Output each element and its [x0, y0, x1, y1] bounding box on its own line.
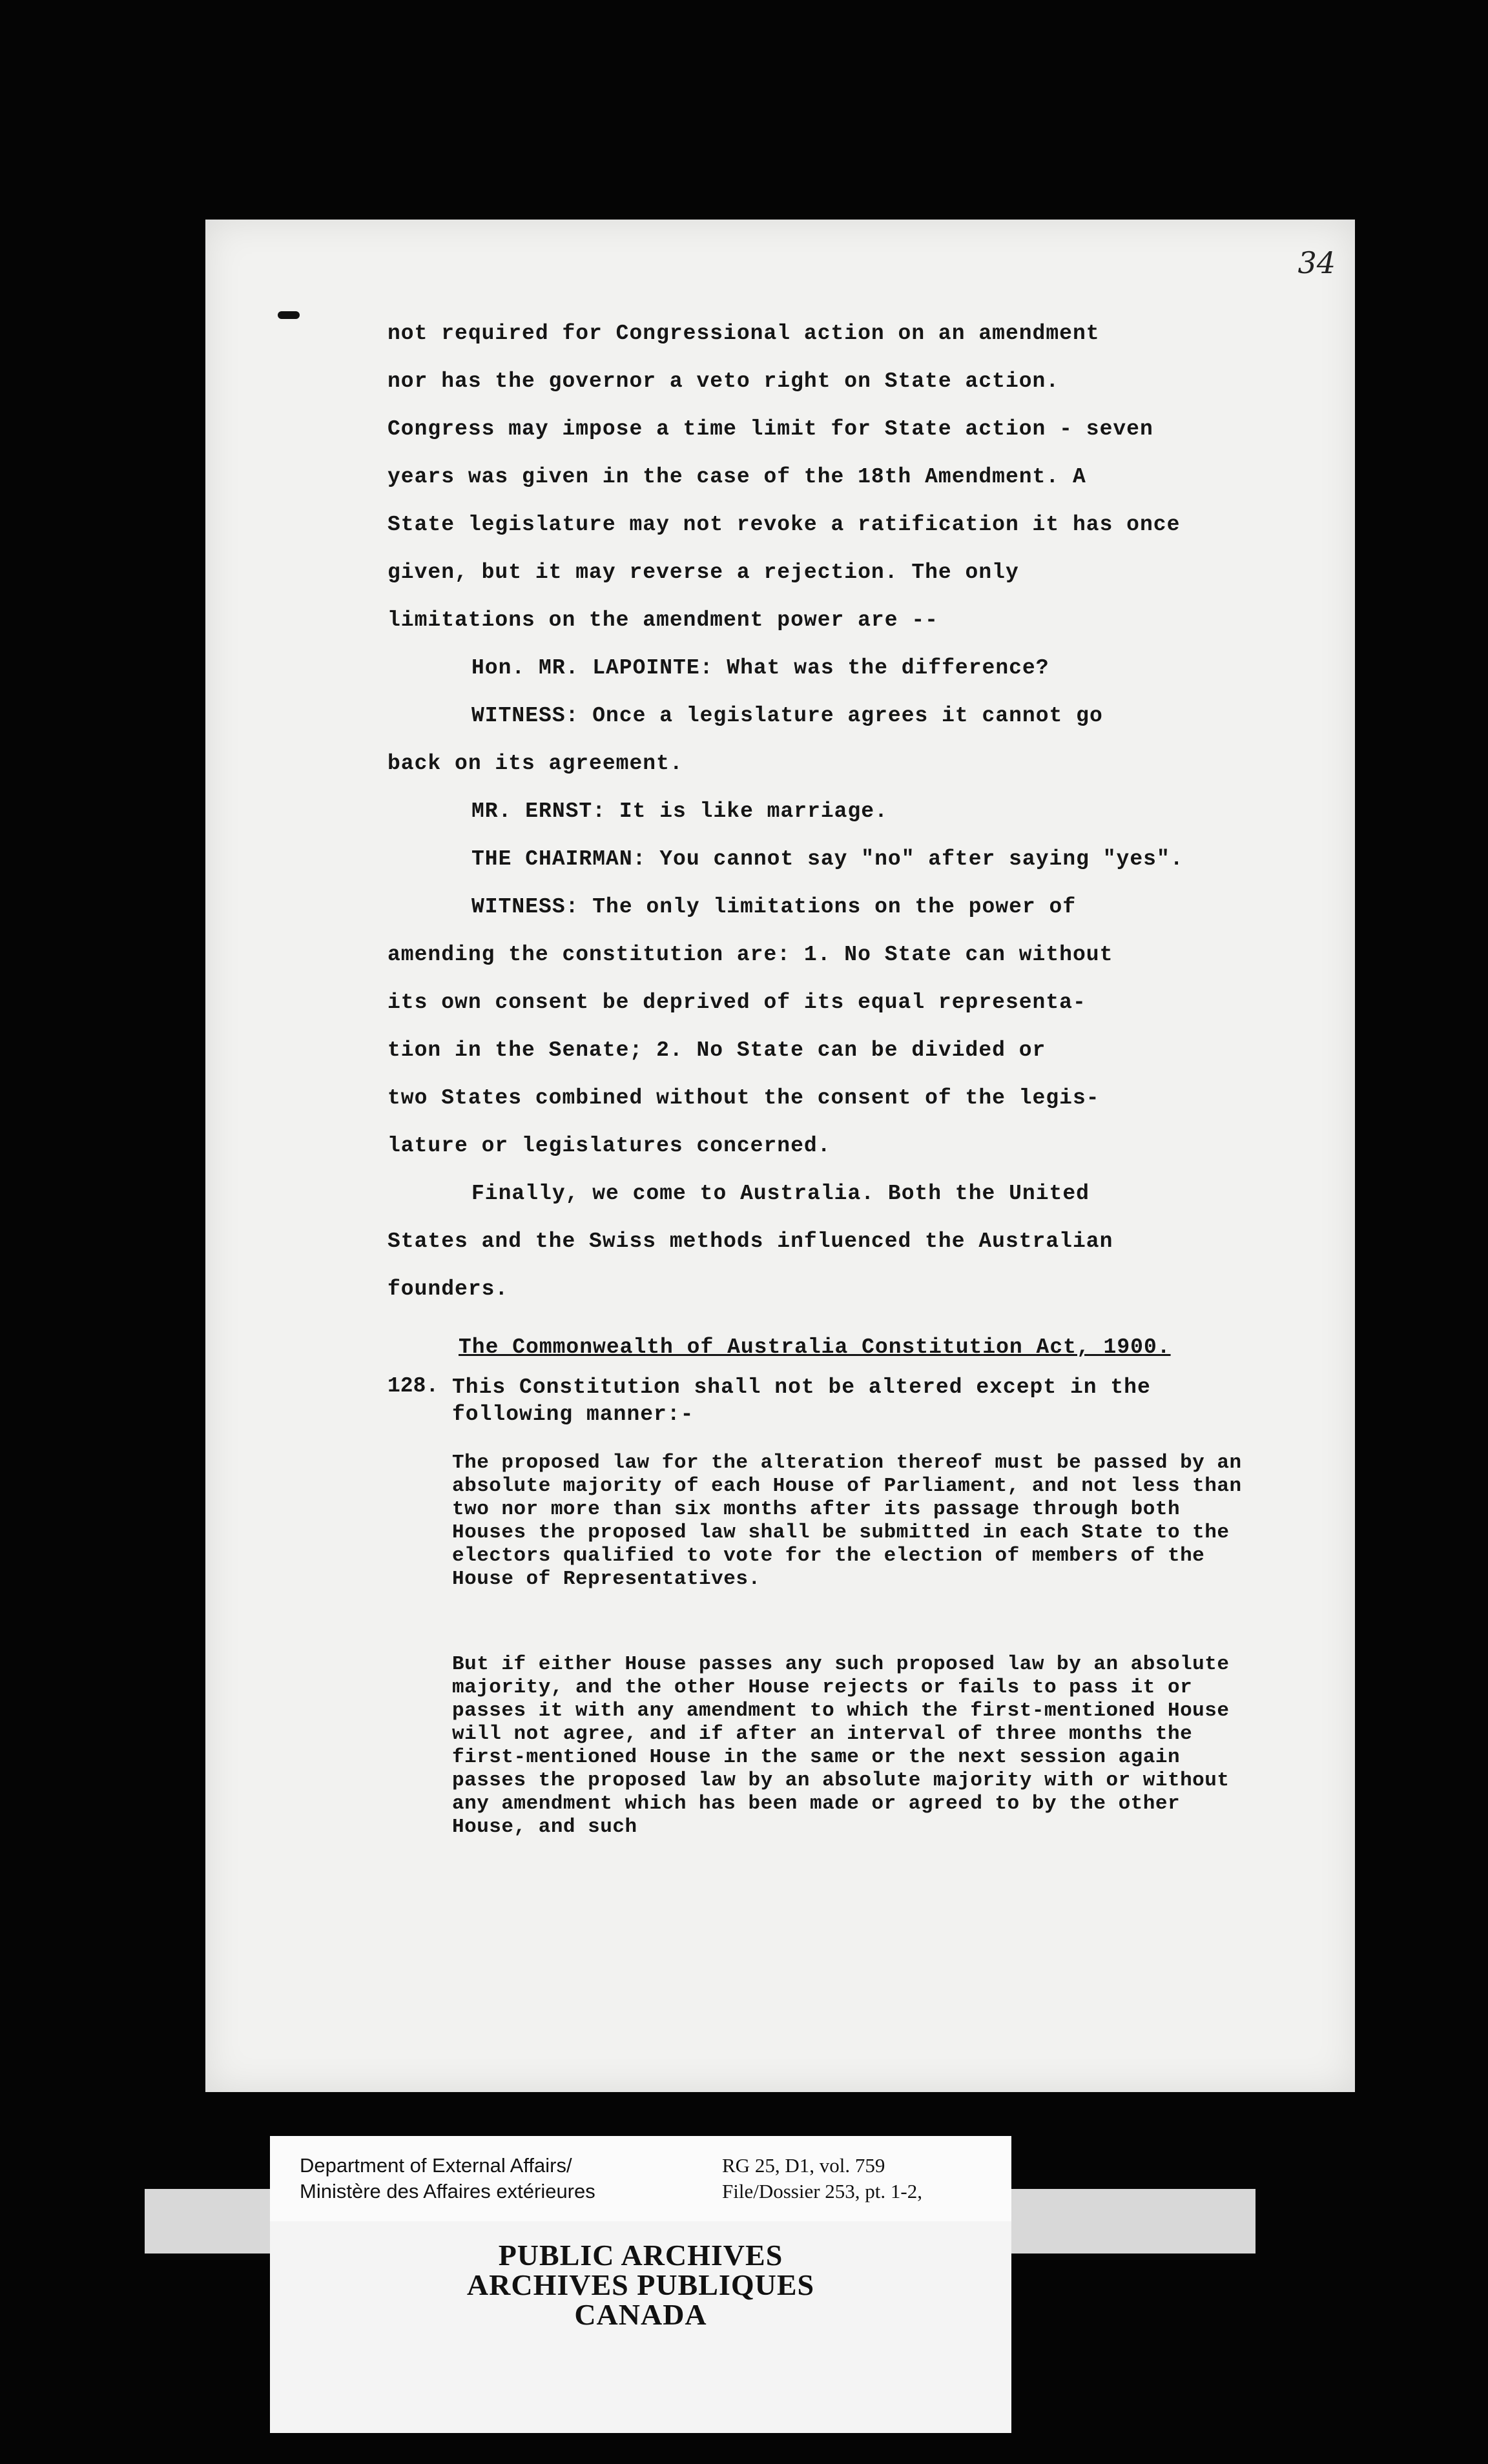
quoted-clause-2: But if either House passes any such proposed law by an absolute majority, and the other House rejects or fails to pass it or passes it with any amendment to which the first-mentioned House will not agree, and if after an interval of three months the first-mentioned House in the same or the next session again passes the proposed law by an absolute majority with or without any amendment which has been made or agreed to by the other House, and such	[452, 1653, 1230, 1838]
department-label	[300, 2153, 595, 2204]
act-heading: The Commonwealth of Australia Constitution Act, 1900.	[459, 1335, 1171, 1359]
paragraph-line: given, but it may reverse a rejection. The only	[388, 560, 1019, 584]
section-intro: This Constitution shall not be altered except in the following manner:-	[452, 1375, 1151, 1426]
archives-line-1: PUBLIC ARCHIVES	[498, 2239, 783, 2272]
paragraph-line: limitations on the amendment power are --	[388, 608, 938, 632]
reference-label	[722, 2153, 922, 2204]
dialogue-ernst: MR. ERNST: It is like marriage.	[471, 799, 888, 823]
paragraph-line: not required for Congressional action on an amendment	[388, 322, 1100, 345]
department-fr: Ministère des Affaires extérieures	[300, 2180, 595, 2202]
page-number: 34	[1297, 245, 1336, 280]
dialogue-witness: WITNESS: The only limitations on the power of	[471, 895, 1077, 919]
paragraph-line: nor has the governor a veto right on State action.	[388, 369, 1060, 393]
dialogue-lapointe: Hon. MR. LAPOINTE: What was the difference?	[471, 656, 1049, 680]
section-number: 128.	[388, 1374, 439, 1398]
paragraph-line: Congress may impose a time limit for State action - seven	[388, 417, 1153, 441]
archives-line-2: ARCHIVES PUBLIQUES	[466, 2268, 815, 2301]
dialogue-line: founders.	[388, 1277, 509, 1301]
paragraph-line: years was given in the case of the 18th Amendment. A	[388, 465, 1086, 489]
transcript-text	[388, 310, 1330, 1313]
dialogue-line: States and the Swiss methods influenced the Australian	[388, 1229, 1113, 1253]
archives-line-3: CANADA	[574, 2298, 707, 2331]
dialogue-witness: WITNESS: Once a legislature agrees it cannot go	[471, 704, 1103, 728]
dialogue-line: two States combined without the consent of the legis-	[388, 1086, 1100, 1110]
dialogue-line: tion in the Senate; 2. No State can be divided or	[388, 1038, 1046, 1062]
margin-mark	[278, 311, 300, 319]
dialogue-line: lature or legislatures concerned.	[388, 1134, 831, 1158]
archive-label	[270, 2136, 1011, 2221]
archives-stamp-card	[270, 2221, 1011, 2433]
department-en: Department of External Affairs/	[300, 2154, 572, 2177]
dialogue-line: back on its agreement.	[388, 752, 683, 775]
paragraph-australia: Finally, we come to Australia. Both the United	[471, 1182, 1090, 1206]
record-group: RG 25, D1, vol. 759	[722, 2154, 885, 2177]
dialogue-line: amending the constitution are: 1. No State can without	[388, 943, 1113, 967]
dialogue-chairman: THE CHAIRMAN: You cannot say "no" after saying "yes".	[471, 847, 1184, 871]
file-number: File/Dossier 253, pt. 1-2,	[722, 2180, 922, 2202]
quoted-clause-1: The proposed law for the alteration thereof must be passed by an absolute majority of each House of Parliament, and not less than two nor more than six months after its passage through both Houses the proposed law shall be submitted in each State to the electors qualified to vote for the election of members of the House of Representatives.	[452, 1452, 1242, 1590]
archives-stamp	[270, 2241, 1011, 2330]
dialogue-line: its own consent be deprived of its equal representa-	[388, 991, 1086, 1014]
paragraph-line: State legislature may not revoke a ratification it has once	[388, 513, 1181, 537]
